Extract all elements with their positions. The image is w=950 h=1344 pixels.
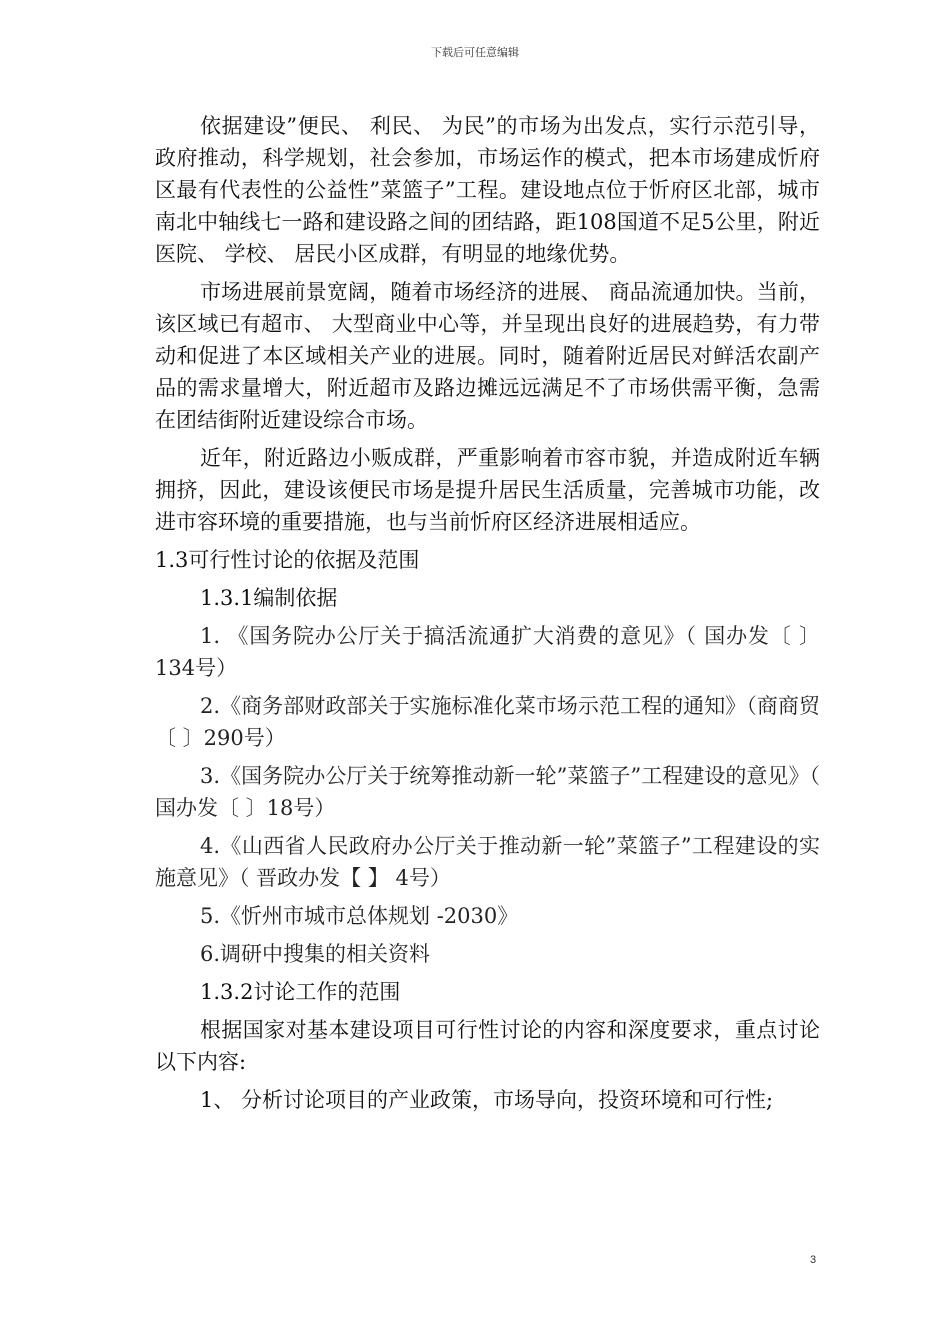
section-heading-1-3-2: 1.3.2讨论工作的范围	[200, 980, 401, 1004]
reference-item-3: 3.《国务院办公厅关于统筹推动新一轮”菜篮子”工程建设的意见》（ 国办发〔 〕18号）	[155, 764, 820, 820]
section-heading-1-3-1: 1.3.1编制依据	[200, 586, 338, 610]
reference-item-2: 2.《商务部财政部关于实施标准化菜市场示范工程的通知》（商商贸〔 〕290号）	[155, 694, 820, 750]
paragraph-scope-item-1: 1、 分析讨论项目的产业政策，市场导向，投资环境和可行性;	[200, 1088, 774, 1112]
paragraph-scope-intro: 根据国家对基本建设项目可行性讨论的内容和深度要求，重点讨论以下内容:	[155, 1018, 820, 1074]
page-number: 3	[810, 1254, 817, 1266]
section-heading-1-3: 1.3可行性讨论的依据及范围	[155, 548, 420, 572]
reference-item-5: 5.《忻州市城市总体规划 -2030》	[200, 904, 519, 928]
paragraph-market-location: 依据建设”便民、 利民、 为民”的市场为出发点，实行示范引导，政府推动，科学规划，社会参加，市场运作的模式，把本市场建成忻府区最有代表性的公益性”菜篮子”工程。建设地点位于忻府区北部，城市南北中轴线七一路和建设路之间的团结路，距108国道不足5公里，附近医院、 学校、 居民小区成群，有明显的地缘优势。	[155, 114, 820, 266]
reference-item-4: 4.《山西省人民政府办公厅关于推动新一轮”菜篮子”工程建设的实施意见》（ 晋政办发【 】 4号）	[155, 834, 820, 890]
paragraph-necessity: 近年，附近路边小贩成群，严重影响着市容市貌，并造成附近车辆拥挤，因此，建设该便民市场是提升居民生活质量，完善城市功能，改进市容环境的重要措施，也与当前忻府区经济进展相适应。	[155, 446, 820, 534]
reference-item-1: 1. 《国务院办公厅关于搞活流通扩大消费的意见》（ 国办发〔 〕134号）	[155, 624, 820, 680]
page-header: 下载后可任意编辑	[431, 46, 519, 59]
reference-item-6: 6.调研中搜集的相关资料	[200, 942, 431, 966]
paragraph-market-prospect: 市场进展前景宽阔，随着市场经济的进展、 商品流通加快。当前，该区域已有超市、 大型商业中心等，并呈现出良好的进展趋势，有力带动和促进了本区域相关产业的进展。同时，随着附近居民对鲜活农副产品的需求量增大，附近超市及路边摊远远满足不了市场供需平衡，急需在团结街附近建设综合市场。	[155, 280, 820, 432]
document-body	[155, 110, 820, 1122]
